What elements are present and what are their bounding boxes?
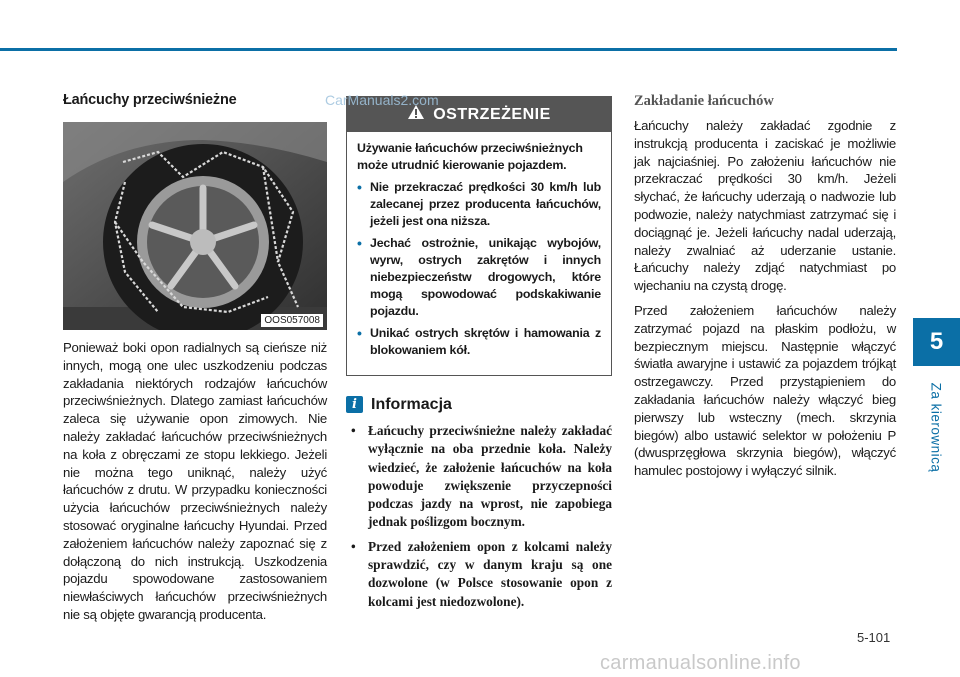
bullet-icon: • bbox=[357, 325, 362, 342]
right-paragraph: Przed założeniem łańcuchów należy zatrzymać pojazd na płaskim podłożu, w bezpiecznym miejscu. Następnie włączyć światła awaryjne i ustawić za pojazdem trójkąt ostrzegawczy. Przed przystąpieniem do zakładania łańcuchów należy włączyć bieg pierwszy lub wsteczny (mech. skrzynia biegów) albo ustawić selektor w położeniu P (dwusprzęgłowa skrzynia biegów), włączyć hamulec postojowy i wyłączyć silnik. bbox=[634, 302, 896, 479]
snow-chain-photo bbox=[63, 122, 327, 330]
warning-list bbox=[357, 179, 601, 359]
top-rule bbox=[0, 48, 897, 51]
image-code: OOS057008 bbox=[261, 314, 323, 327]
bullet-icon: • bbox=[357, 179, 362, 195]
section-title: Łańcuchy przeciwśnieżne bbox=[63, 92, 237, 108]
chapter-label-text: Za kierownicą bbox=[928, 382, 944, 472]
warning-item: • Unikać ostrych skrętów i hamowania z blokowaniem kół. bbox=[357, 325, 601, 358]
bullet-icon: • bbox=[351, 422, 356, 438]
warning-item: • Nie przekraczać prędkości 30 km/h lub zalecanej przez producenta łańcuchów, jeżeli jest ona niższa. bbox=[357, 179, 601, 228]
chapter-tab[interactable] bbox=[913, 318, 960, 366]
info-title: Informacja bbox=[371, 395, 452, 413]
warning-title: OSTRZEŻENIE bbox=[433, 105, 551, 123]
middle-column bbox=[346, 96, 612, 617]
warning-item: • Jechać ostrożnie, unikając wybojów, wyrw, ostrych zakrętów i innych niebezpieczeństw drogowych, które mogą spowodować podskakiwanie pojazdu. bbox=[357, 235, 601, 318]
warning-box bbox=[346, 96, 612, 376]
left-column bbox=[63, 92, 327, 624]
subsection-title: Zakładanie łańcuchów bbox=[634, 93, 774, 109]
wheel-with-chain-illustration bbox=[63, 122, 327, 330]
right-column bbox=[634, 93, 896, 487]
watermark-bottom: carmanualsonline.info bbox=[600, 652, 801, 674]
chapter-number: 5 bbox=[929, 328, 944, 355]
info-item: • Łańcuchy przeciwśnieżne należy zakładać wyłącznie na oba przednie koła. Należy wiedzieć, że założenie łańcuchów na koła powoduje zwiększenie przyczepności podczas jazdy na wprost, nie zapobiega jednak poślizgom bocznym. bbox=[351, 422, 612, 530]
left-paragraph: Ponieważ boki opon radialnych są cieńsze niż innych, mogą one ulec uszkodzeniu podczas zakładania niektórych rodzajów łańcuchów przeciwśnieżnych. Dlatego zamiast łańcuchów zaleca się używanie opon zimowych. Nie należy zakładać łańcuchów przeciwśnieżnych na koła z obręczami ze stopu lekkiego. Jeżeli nie można tego uniknąć, należy użyć łańcuchów z drutu. W przypadku konieczności użycia łańcuchów przeciwśnieżnych należy stosować oryginalne łańcuchy Hyundai. Przed założeniem łańcuchów należy zapoznać się z dołączoną do nich instrukcją. Uszkodzenia pojazdu spowodowane zastosowaniem niewłaściwych łańcuchów przeciwśnieżnych nie są objęte gwarancją producenta. bbox=[63, 340, 327, 622]
info-list bbox=[346, 422, 612, 611]
info-item: • Przed założeniem opon z kolcami należy sprawdzić, czy w danym kraju są one dozwolone (w Polsce stosowanie opon z kolcami jest niedozwolone). bbox=[351, 538, 612, 609]
watermark-top: CarManuals2.com bbox=[325, 92, 439, 108]
page-number: 5-101 bbox=[857, 630, 891, 645]
bullet-icon: • bbox=[357, 235, 362, 252]
warning-body bbox=[347, 132, 611, 375]
chapter-label bbox=[912, 372, 960, 482]
info-icon: i bbox=[346, 396, 363, 413]
info-header bbox=[346, 396, 612, 414]
warning-intro: Używanie łańcuchów przeciwśnieżnych może utrudnić kierowanie pojazdem. bbox=[357, 141, 583, 172]
right-paragraph: Łańcuchy należy zakładać zgodnie z instrukcją producenta i zaciskać je możliwie jak najciaśniej. Po założeniu łańcuchów nie przekraczać prędkości 30 km/h. Jeżeli słychać, że łańcuchy uderzają o nadwozie lub podwozie, należy natychmiast zatrzymać się i dociągnąć je. Jeżeli łańcuchy nadal uderzają, należy zwalniać aż uderzanie ustanie. Łańcuchy należy zdjąć natychmiast po wjechaniu na czystą drogę. bbox=[634, 118, 896, 294]
bullet-icon: • bbox=[351, 538, 356, 554]
